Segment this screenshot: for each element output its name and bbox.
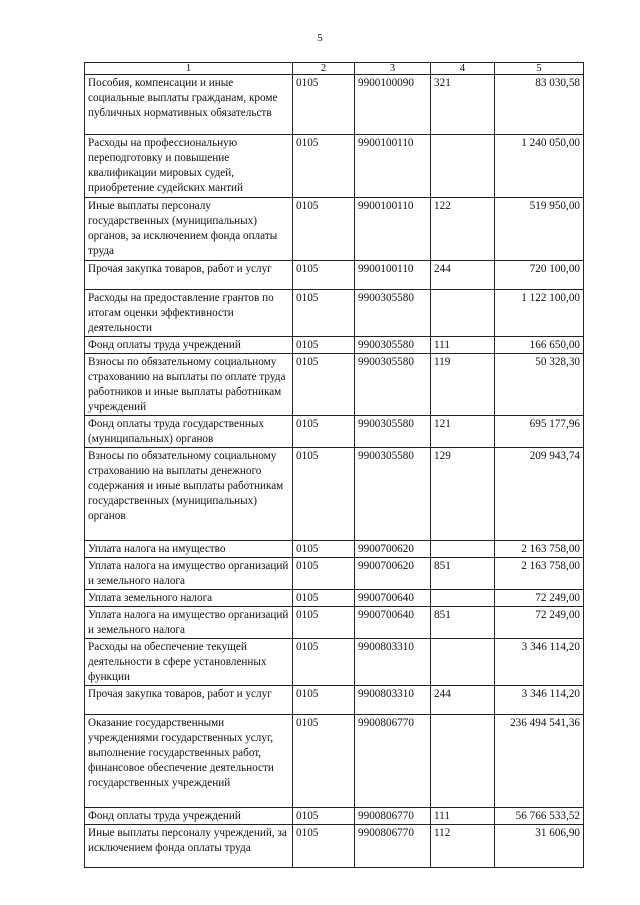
cell-expense-type: 119 bbox=[431, 354, 495, 416]
cell-expense-type: 111 bbox=[431, 337, 495, 354]
header-col-1: 1 bbox=[85, 63, 293, 75]
cell-target-article: 9900700620 bbox=[355, 558, 431, 590]
table-row bbox=[85, 558, 584, 590]
cell-section: 0105 bbox=[293, 825, 355, 868]
cell-amount: 2 163 758,00 bbox=[495, 558, 584, 590]
cell-section: 0105 bbox=[293, 607, 355, 639]
cell-expense-type: 112 bbox=[431, 825, 495, 868]
cell-name: Пособия, компенсации и иные социальные выплаты гражданам, кроме публичных нормативных обязательств bbox=[85, 75, 293, 135]
cell-amount: 72 249,00 bbox=[495, 607, 584, 639]
table-row bbox=[85, 354, 584, 416]
cell-target-article: 9900700640 bbox=[355, 590, 431, 607]
header-col-2: 2 bbox=[293, 63, 355, 75]
cell-expense-type bbox=[431, 590, 495, 607]
table-row bbox=[85, 686, 584, 715]
table-row bbox=[85, 198, 584, 261]
table-row bbox=[85, 135, 584, 198]
cell-target-article: 9900700640 bbox=[355, 607, 431, 639]
cell-amount: 1 240 050,00 bbox=[495, 135, 584, 198]
cell-section: 0105 bbox=[293, 416, 355, 448]
table-row bbox=[85, 808, 584, 825]
cell-name: Уплата налога на имущество bbox=[85, 541, 293, 558]
cell-expense-type: 851 bbox=[431, 607, 495, 639]
cell-target-article: 9900806770 bbox=[355, 825, 431, 868]
cell-name: Уплата налога на имущество организаций и земельного налога bbox=[85, 607, 293, 639]
cell-target-article: 9900100110 bbox=[355, 198, 431, 261]
cell-name: Расходы на обеспечение текущей деятельности в сфере установленных функции bbox=[85, 639, 293, 686]
cell-section: 0105 bbox=[293, 135, 355, 198]
table-row bbox=[85, 590, 584, 607]
cell-amount: 3 346 114,20 bbox=[495, 686, 584, 715]
cell-amount: 209 943,74 bbox=[495, 448, 584, 541]
cell-name: Взносы по обязательному социальному страхованию на выплаты по оплате труда работников и иные выплаты работникам учреждений bbox=[85, 354, 293, 416]
table-row bbox=[85, 337, 584, 354]
cell-section: 0105 bbox=[293, 337, 355, 354]
table-row bbox=[85, 261, 584, 290]
header-col-5: 5 bbox=[495, 63, 584, 75]
cell-name: Иные выплаты персоналу государственных (муниципальных) органов, за исключением фонда оплаты труда bbox=[85, 198, 293, 261]
cell-amount: 31 606,90 bbox=[495, 825, 584, 868]
table-row bbox=[85, 448, 584, 541]
table-row bbox=[85, 416, 584, 448]
cell-expense-type: 244 bbox=[431, 261, 495, 290]
cell-name: Уплата налога на имущество организаций и земельного налога bbox=[85, 558, 293, 590]
cell-name: Расходы на профессиональную переподготовку и повышение квалификации мировых судей, приобретение судейских мантий bbox=[85, 135, 293, 198]
cell-amount: 695 177,96 bbox=[495, 416, 584, 448]
cell-amount: 720 100,00 bbox=[495, 261, 584, 290]
cell-amount: 519 950,00 bbox=[495, 198, 584, 261]
cell-target-article: 9900100110 bbox=[355, 261, 431, 290]
cell-name: Фонд оплаты труда учреждений bbox=[85, 337, 293, 354]
cell-name: Фонд оплаты труда учреждений bbox=[85, 808, 293, 825]
cell-amount: 72 249,00 bbox=[495, 590, 584, 607]
cell-target-article: 9900305580 bbox=[355, 337, 431, 354]
table-row bbox=[85, 290, 584, 337]
cell-expense-type bbox=[431, 290, 495, 337]
table-row bbox=[85, 715, 584, 808]
cell-amount: 1 122 100,00 bbox=[495, 290, 584, 337]
cell-target-article: 9900305580 bbox=[355, 354, 431, 416]
cell-section: 0105 bbox=[293, 290, 355, 337]
cell-name: Оказание государственными учреждениями государственных услуг, выполнение государственных работ, финансовое обеспечение деятельности государственных учреждений bbox=[85, 715, 293, 808]
cell-expense-type bbox=[431, 541, 495, 558]
cell-amount: 2 163 758,00 bbox=[495, 541, 584, 558]
cell-name: Фонд оплаты труда государственных (муниципальных) органов bbox=[85, 416, 293, 448]
cell-expense-type bbox=[431, 639, 495, 686]
cell-section: 0105 bbox=[293, 448, 355, 541]
cell-section: 0105 bbox=[293, 261, 355, 290]
cell-target-article: 9900305580 bbox=[355, 290, 431, 337]
cell-expense-type: 851 bbox=[431, 558, 495, 590]
table-row bbox=[85, 541, 584, 558]
header-col-4: 4 bbox=[431, 63, 495, 75]
cell-target-article: 9900305580 bbox=[355, 416, 431, 448]
cell-target-article: 9900305580 bbox=[355, 448, 431, 541]
cell-section: 0105 bbox=[293, 558, 355, 590]
budget-table bbox=[84, 62, 584, 868]
cell-expense-type bbox=[431, 715, 495, 808]
cell-target-article: 9900803310 bbox=[355, 686, 431, 715]
cell-name: Расходы на предоставление грантов по итогам оценки эффективности деятельности bbox=[85, 290, 293, 337]
cell-section: 0105 bbox=[293, 639, 355, 686]
page-number: 5 bbox=[317, 32, 323, 44]
cell-section: 0105 bbox=[293, 590, 355, 607]
cell-amount: 56 766 533,52 bbox=[495, 808, 584, 825]
cell-name: Взносы по обязательному социальному страхованию на выплаты денежного содержания и иные выплаты работникам государственных (муниципальных) органов bbox=[85, 448, 293, 541]
cell-expense-type: 321 bbox=[431, 75, 495, 135]
cell-section: 0105 bbox=[293, 541, 355, 558]
cell-expense-type: 129 bbox=[431, 448, 495, 541]
cell-name: Уплата земельного налога bbox=[85, 590, 293, 607]
cell-target-article: 9900803310 bbox=[355, 639, 431, 686]
cell-amount: 83 030,58 bbox=[495, 75, 584, 135]
cell-amount: 236 494 541,36 bbox=[495, 715, 584, 808]
cell-expense-type: 122 bbox=[431, 198, 495, 261]
table-body bbox=[85, 75, 584, 868]
header-col-3: 3 bbox=[355, 63, 431, 75]
cell-section: 0105 bbox=[293, 808, 355, 825]
cell-expense-type: 111 bbox=[431, 808, 495, 825]
cell-section: 0105 bbox=[293, 75, 355, 135]
cell-name: Иные выплаты персоналу учреждений, за исключением фонда оплаты труда bbox=[85, 825, 293, 868]
cell-expense-type: 121 bbox=[431, 416, 495, 448]
cell-target-article: 9900700620 bbox=[355, 541, 431, 558]
cell-section: 0105 bbox=[293, 198, 355, 261]
cell-amount: 3 346 114,20 bbox=[495, 639, 584, 686]
cell-expense-type: 244 bbox=[431, 686, 495, 715]
cell-amount: 166 650,00 bbox=[495, 337, 584, 354]
table-header-row bbox=[85, 63, 584, 75]
table-row bbox=[85, 607, 584, 639]
cell-expense-type bbox=[431, 135, 495, 198]
cell-target-article: 9900806770 bbox=[355, 808, 431, 825]
cell-name: Прочая закупка товаров, работ и услуг bbox=[85, 686, 293, 715]
cell-target-article: 9900100110 bbox=[355, 135, 431, 198]
cell-amount: 50 328,30 bbox=[495, 354, 584, 416]
cell-section: 0105 bbox=[293, 354, 355, 416]
cell-name: Прочая закупка товаров, работ и услуг bbox=[85, 261, 293, 290]
table-row bbox=[85, 825, 584, 868]
table-row bbox=[85, 75, 584, 135]
cell-target-article: 9900100090 bbox=[355, 75, 431, 135]
cell-section: 0105 bbox=[293, 686, 355, 715]
cell-section: 0105 bbox=[293, 715, 355, 808]
table-row bbox=[85, 639, 584, 686]
cell-target-article: 9900806770 bbox=[355, 715, 431, 808]
